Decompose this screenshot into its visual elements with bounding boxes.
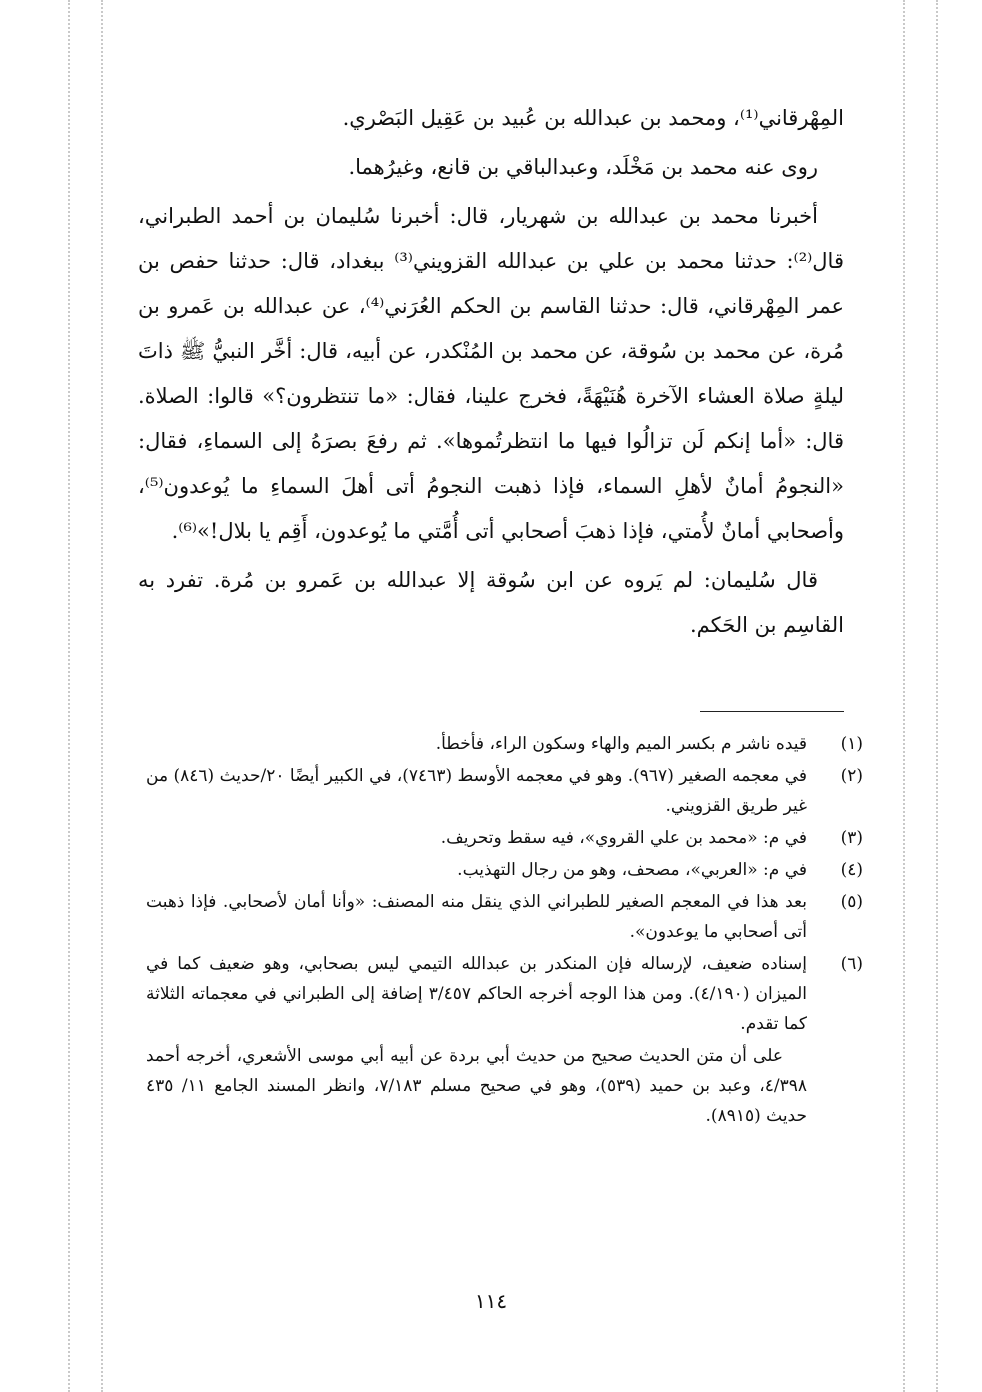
footnote-6-continuation: على أن متن الحديث صحيح من حديث أبي بردة عن أبيه أبي موسى الأشعري، أخرجه أحمد ٤/٣٩٨، وعبد بن حميد (٥٣٩)، وهو في صحيح مسلم ٧/١٨٣، وانظر المسند الجامع ١١/ ٤٣٥ حديث (٨٩١٥). (146, 1046, 807, 1126)
scan-margin-line-right (936, 0, 938, 1392)
footnote-number: (٣) (840, 828, 863, 848)
paragraph-narrators: المِهْرقاني⁽¹⁾، ومحمد بن عبدالله بن عُبيد بن عَقِيل البَصْري. (342, 106, 844, 130)
footnote-text: قيده ناشر م بكسر الميم والهاء وسكون الراء، فأخطأ. (435, 734, 807, 754)
paragraph-hadith: أخبرنا محمد بن عبدالله بن شهريار، قال: أخبرنا سُليمان بن أحمد الطبراني، قال⁽²⁾: حدثنا محمد بن علي بن عبدالله القزويني⁽³⁾ ببغداد، قال: حدثنا حفص بن عمر المِهْرقاني، قال: حدثنا القاسم بن الحكم العُرَني⁽⁴⁾، عن عبدالله بن عَمرو بن مُرة، عن محمد بن سُوقة، عن محمد بن المُنْكدر، عن أبيه، قال: أخَّر النبيُّ ﷺ ذاتَ ليلةٍ صلاة العشاء الآخرة هُنَيْهَةً، فخرج علينا، فقال: «ما تنتظرون؟» قالوا: الصلاة. قال: «أما إنكم لَن تزالُوا فيها ما انتظرتُموها». ثم رفعَ بصرَهُ إلى السماءِ، فقال: «النجومُ أمانٌ لأهلِ السماء، فإذا ذهبت النجومُ أتى أهلَ السماءِ ما يُوعدون⁽⁵⁾، وأصحابي أمانٌ لأُمتي، فإذا ذهبَ أصحابي أتى أُمَّتي ما يُوعدون، أَقِم يا بلال!»⁽⁶⁾. (138, 204, 844, 543)
scan-margin-line-left-inner (101, 0, 103, 1392)
footnote-text: إسناده ضعيف، لإرساله فإن المنكدر بن عبدالله التيمي ليس بصحابي، وهو ضعيف كما في الميزان (٤/١٩٠). ومن هذا الوجه أخرجه الحاكم ٣/٤٥٧ إضافة إلى الطبراني في معجماته الثلاثة كما تقدم. (146, 954, 807, 1034)
page-number: ١١٤ (474, 1289, 508, 1313)
footnote-text: في م: «محمد بن علي القروي»، فيه سقط وتحريف. (440, 828, 807, 848)
footnote-separator (700, 711, 844, 712)
footnote-text: في معجمه الصغير (٩٦٧). وهو في معجمه الأوسط (٧٤٦٣)، في الكبير أيضًا ٢٠/حديث (٨٤٦) من غير طريق القزويني. (146, 766, 807, 816)
footnote-1 (146, 729, 863, 759)
footnote-number: (٥) (840, 892, 863, 912)
main-text (138, 96, 844, 648)
footnotes (146, 729, 863, 1131)
scan-margin-line-right-inner (903, 0, 905, 1392)
scan-margin-line-left (68, 0, 70, 1392)
footnote-5 (146, 887, 863, 947)
footnote-6 (146, 949, 863, 1039)
footnote-4 (146, 855, 863, 885)
footnote-text: في م: «العربي»، مصحف، وهو من رجال التهذيب. (457, 860, 807, 880)
paragraph-sulayman-comment: قال سُليمان: لم يَروه عن ابن سُوقة إلا عبدالله بن عَمرو بن مُرة. تفرد به القاسِم بن الحَكم. (138, 568, 844, 637)
paragraph-transmitters: روى عنه محمد بن مَخْلَد، وعبدالباقي بن قانع، وغيرُهما. (348, 155, 818, 179)
footnote-number: (٤) (840, 860, 863, 880)
footnote-number: (٢) (840, 766, 863, 786)
footnote-number: (١) (840, 734, 863, 754)
footnote-3 (146, 823, 863, 853)
footnote-2 (146, 761, 863, 821)
footnote-number: (٦) (840, 954, 863, 974)
footnote-text: بعد هذا في المعجم الصغير للطبراني الذي ينقل منه المصنف: «وأنا أمان لأصحابي. فإذا ذهبت أتى أصحابي ما يوعدون». (146, 892, 807, 942)
